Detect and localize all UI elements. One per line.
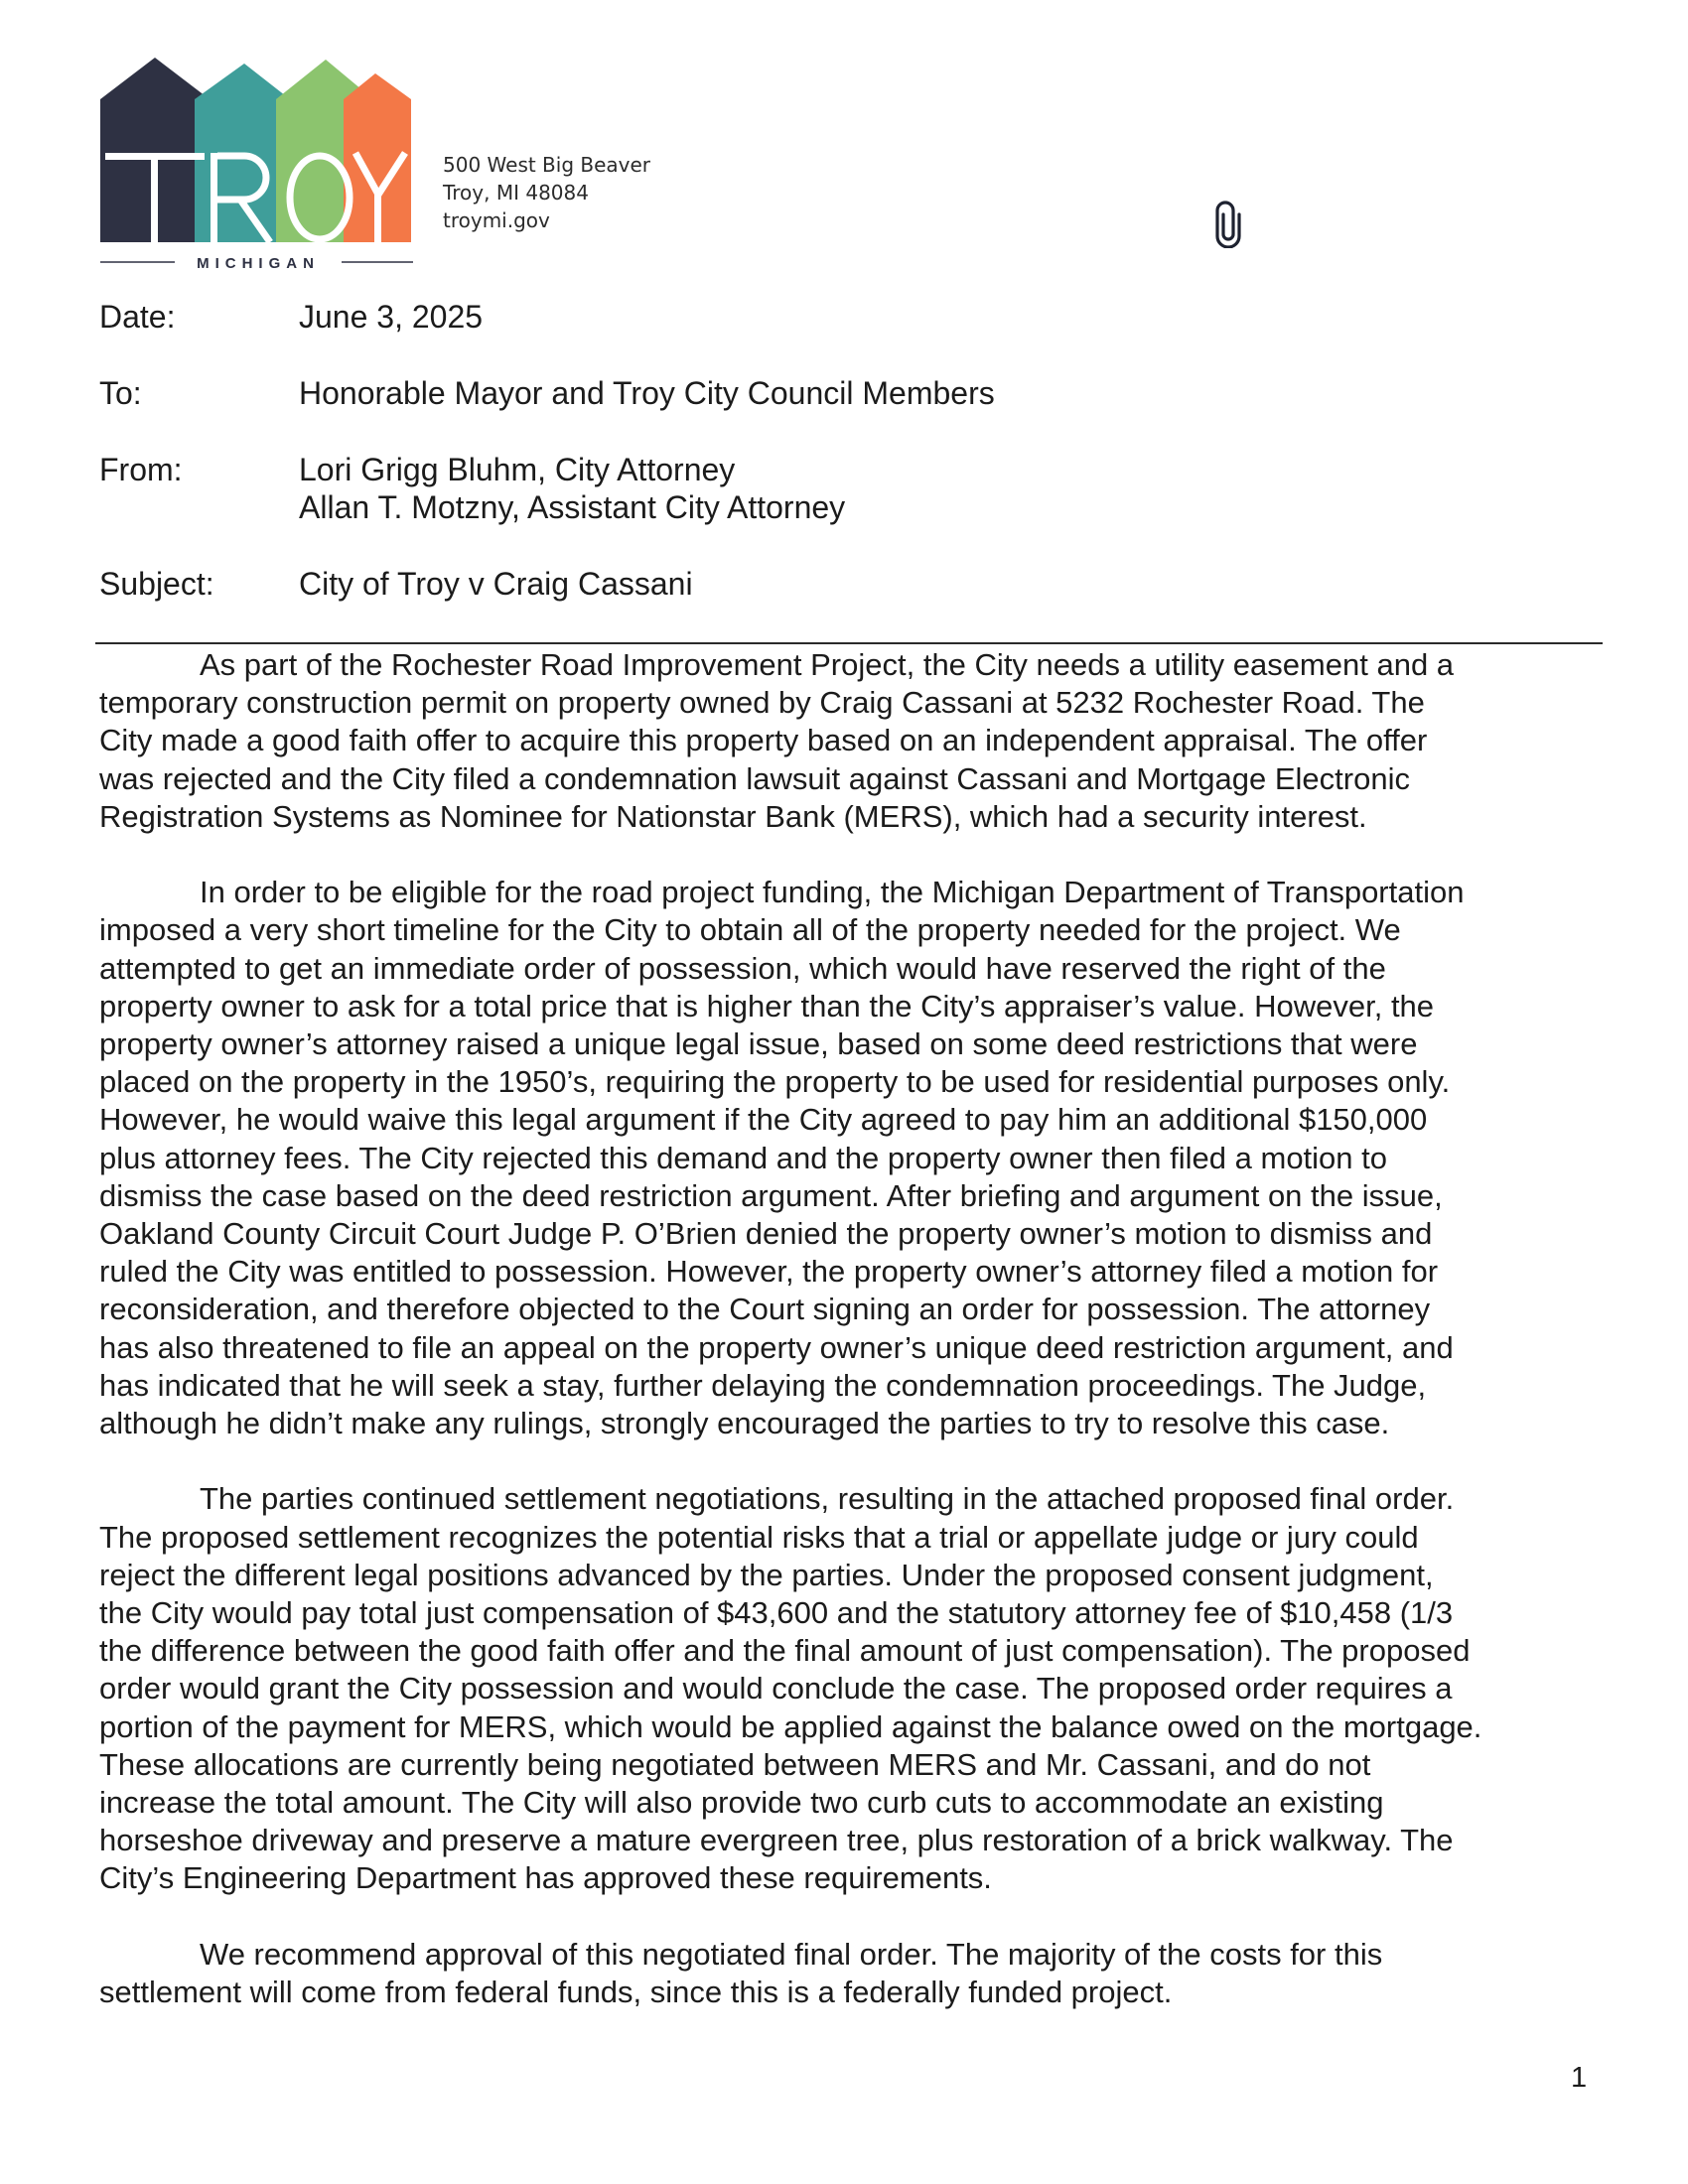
body-line: City’s Engineering Department has approved these requirements. — [99, 1860, 992, 1896]
paperclip-icon[interactable] — [1215, 201, 1241, 248]
body-line: was rejected and the City filed a condemnation lawsuit against Cassani and Mortgage Electronic — [99, 760, 1410, 796]
body-line: The parties continued settlement negotiations, resulting in the attached proposed final order. — [200, 1481, 1455, 1517]
body-line: plus attorney fees. The City rejected this demand and the property owner then filed a motion to — [99, 1140, 1388, 1175]
body-line: City made a good faith offer to acquire this property based on an independent appraisal. The offer — [99, 723, 1428, 758]
body-line: settlement will come from federal funds, since this is a federally funded project. — [99, 1975, 1173, 2010]
memo-from-row-2 — [99, 488, 1589, 526]
body-line: the difference between the good faith offer and the final amount of just compensation). The proposed — [99, 1633, 1471, 1669]
body-line: portion of the payment for MERS, which would be applied against the balance owed on the mortgage. — [99, 1708, 1482, 1744]
body-line: The proposed settlement recognizes the potential risks that a trial or appellate judge or jury could — [99, 1519, 1419, 1555]
address-city: Troy, MI 48084 — [443, 181, 589, 205]
page-number: 1 — [1571, 2062, 1588, 2094]
memo-date-row — [99, 298, 1589, 336]
body-line: has indicated that he will seek a stay, further delaying the condemnation proceedings. The Judge, — [99, 1367, 1427, 1403]
header-divider — [95, 642, 1603, 644]
memo-body — [99, 646, 1609, 2049]
body-line: reconsideration, and therefore objected to the Court signing an order for possession. The attorney — [99, 1292, 1431, 1327]
date-label: Date: — [99, 299, 176, 335]
body-line: These allocations are currently being negotiated between MERS and Mr. Cassani, and do not — [99, 1746, 1371, 1782]
body-line: has also threatened to file an appeal on the property owner’s unique deed restriction argument, and — [99, 1329, 1454, 1365]
subject-label: Subject: — [99, 566, 214, 602]
letterhead-address — [443, 151, 650, 234]
from-line-1: Lori Grigg Bluhm, City Attorney — [299, 452, 736, 487]
body-line: horseshoe driveway and preserve a mature evergreen tree, plus restoration of a brick walkway. The — [99, 1823, 1454, 1858]
website-link[interactable]: troymi.gov — [443, 208, 550, 232]
svg-text:MICHIGAN: MICHIGAN — [197, 255, 320, 272]
body-line: ruled the City was entitled to possession. However, the property owner’s attorney filed a motion for — [99, 1254, 1439, 1290]
address-street: 500 West Big Beaver — [443, 153, 651, 177]
troy-michigan-logo — [95, 56, 423, 272]
body-line: Registration Systems as Nominee for Nationstar Bank (MERS), which had a security interest. — [99, 798, 1367, 834]
body-line: reject the different legal positions advanced by the parties. Under the proposed consent judgment, — [99, 1557, 1434, 1592]
body-paragraph — [99, 1936, 1609, 2011]
body-line: property owner to ask for a total price that is higher than the City’s appraiser’s value. However, the — [99, 988, 1435, 1024]
body-line: temporary construction permit on property owned by Craig Cassani at 5232 Rochester Road. The — [99, 685, 1425, 721]
body-line: placed on the property in the 1950’s, requiring the property to be used for residential purposes only. — [99, 1064, 1451, 1100]
body-line: dismiss the case based on the deed restriction argument. After briefing and argument on the issue, — [99, 1177, 1443, 1213]
body-paragraph — [99, 874, 1609, 1442]
from-label: From: — [99, 452, 183, 487]
body-line: As part of the Rochester Road Improvement Project, the City needs a utility easement and a — [200, 647, 1455, 682]
memo-header — [99, 298, 1589, 603]
body-line: In order to be eligible for the road project funding, the Michigan Department of Transportation — [200, 875, 1465, 910]
date-value: June 3, 2025 — [299, 299, 484, 335]
subject-value: City of Troy v Craig Cassani — [299, 566, 693, 602]
memo-to-row — [99, 374, 1589, 412]
body-paragraph — [99, 646, 1609, 836]
body-line: We recommend approval of this negotiated final order. The majority of the costs for this — [200, 1936, 1383, 1972]
body-line: property owner’s attorney raised a unique legal issue, based on some deed restrictions that were — [99, 1026, 1418, 1062]
body-paragraph — [99, 1480, 1609, 1897]
from-line-2: Allan T. Motzny, Assistant City Attorney — [299, 489, 846, 525]
body-line: However, he would waive this legal argument if the City agreed to pay him an additional $150,000 — [99, 1102, 1428, 1138]
body-line: order would grant the City possession and would conclude the case. The proposed order requires a — [99, 1671, 1453, 1706]
body-line: Oakland County Circuit Court Judge P. O’Brien denied the property owner’s motion to dismiss and — [99, 1216, 1433, 1252]
body-line: although he didn’t make any rulings, strongly encouraged the parties to try to resolve this case. — [99, 1406, 1390, 1441]
body-line: the City would pay total just compensation of $43,600 and the statutory attorney fee of $10,458 (1/3 — [99, 1595, 1454, 1631]
memo-from-row — [99, 451, 1589, 488]
memo-subject-row — [99, 565, 1589, 603]
to-value: Honorable Mayor and Troy City Council Members — [299, 375, 995, 411]
body-line: imposed a very short timeline for the City to obtain all of the property needed for the project. We — [99, 912, 1401, 948]
body-line: increase the total amount. The City will also provide two curb cuts to accommodate an existing — [99, 1785, 1384, 1821]
to-label: To: — [99, 375, 142, 411]
body-line: attempted to get an immediate order of possession, which would have reserved the right of the — [99, 950, 1386, 986]
